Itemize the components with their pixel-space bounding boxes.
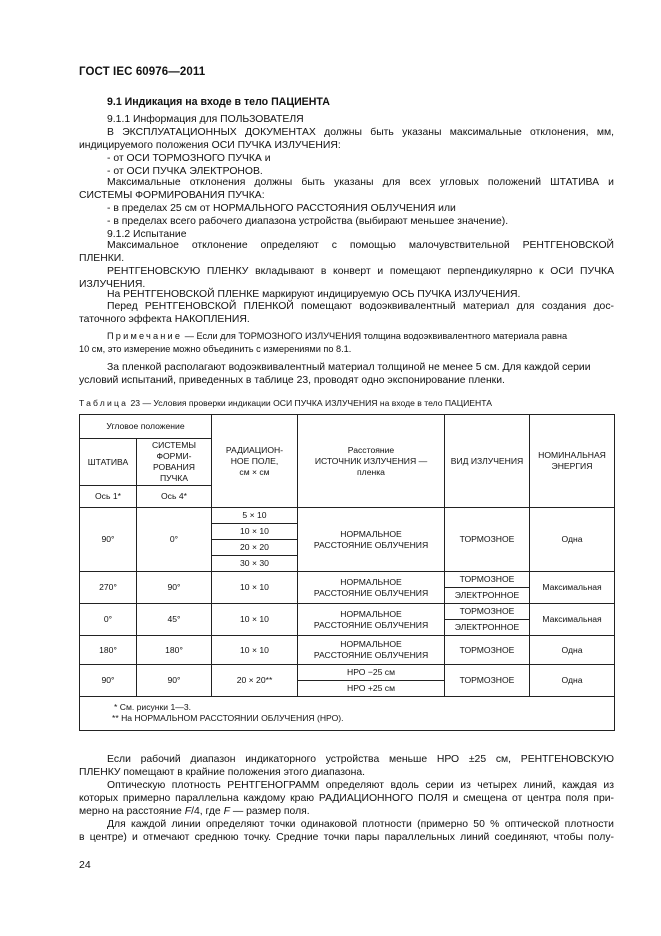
cell-field: 20 × 20: [212, 540, 298, 556]
list-item: - в пределах 25 см от НОРМАЛЬНОГО РАССТОЯНИЯ ОБЛУЧЕНИЯ или: [107, 203, 456, 214]
subsection-9-1-1: 9.1.1 Информация для ПОЛЬЗОВАТЕЛЯ: [107, 114, 304, 125]
cell-radiation: ТОРМОЗНОЕ: [445, 572, 530, 588]
list-item: - от ОСИ ПУЧКА ЭЛЕКТРОНОВ.: [107, 166, 263, 177]
cell-radiation: ТОРМОЗНОЕ: [445, 636, 530, 665]
note-label: Примечание: [107, 331, 183, 341]
paragraph-line: в центре) и отмечают среднюю точку. Средние точки пары параллельных линий соединяют, чтобы полу-: [79, 832, 614, 843]
cell-distance: НОРМАЛЬНОЕ РАССТОЯНИЕ ОБЛУЧЕНИЯ: [298, 604, 445, 636]
paragraph-line: В ЭКСПЛУАТАЦИОННЫХ ДОКУМЕНТАХ должны быть указаны максимальные отклонения, мм,: [107, 127, 614, 138]
table-caption-text: 23 — Условия проверки индикации ОСИ ПУЧКА ИЗЛУЧЕНИЯ на входе в тело ПАЦИЕНТА: [130, 398, 492, 408]
cell-energy: Одна: [530, 636, 615, 665]
cell-field: 30 × 30: [212, 556, 298, 572]
header-radiation-type: ВИД ИЗЛУЧЕНИЯ: [445, 415, 530, 508]
cell-energy: Максимальная: [530, 604, 615, 636]
cell-field: 5 × 10: [212, 508, 298, 524]
page-number: 24: [79, 859, 91, 871]
paragraph-line: Если рабочий диапазон индикаторного устройства меньше НРО ±25 см, РЕНТГЕНОВСКУЮ: [107, 754, 614, 765]
table-row: [80, 665, 615, 681]
paragraph-line: ПЛЕНКУ помещают в крайние положения этого диапазона.: [79, 767, 366, 778]
cell-field: 10 × 10: [212, 636, 298, 665]
header-gantry: ШТАТИВА: [80, 439, 137, 486]
paragraph-line: Перед РЕНТГЕНОВСКОЙ ПЛЕНКОЙ помещают водоэквивалентный материал для создания дос-: [107, 301, 614, 312]
header-beam-system: СИСТЕМЫ ФОРМИ- РОВАНИЯ ПУЧКА: [137, 439, 212, 486]
cell-radiation: ЭЛЕКТРОННОЕ: [445, 620, 530, 636]
note-text: — Если для ТОРМОЗНОГО ИЗЛУЧЕНИЯ толщина водоэквивалентного материала равна: [184, 331, 568, 341]
cell-distance: НРО −25 см: [298, 665, 445, 681]
header-axis-4: Ось 4*: [137, 486, 212, 508]
cell-energy: Максимальная: [530, 572, 615, 604]
table-footnotes: [80, 697, 615, 731]
cell-gantry: 180°: [80, 636, 137, 665]
paragraph-line: мерно на расстояние F/4, где F — размер поля.: [79, 806, 310, 817]
paragraph-line: На РЕНТГЕНОВСКОЙ ПЛЕНКЕ маркируют индицируемую ОСЬ ПУЧКА ИЗЛУЧЕНИЯ.: [107, 289, 521, 300]
table-row: [80, 604, 615, 620]
paragraph-line: Максимальное отклонение определяют с помощью малочувствительной РЕНТГЕНОВСКОЙ: [107, 240, 614, 251]
cell-beam: 90°: [137, 572, 212, 604]
paragraph-line: Для каждой линии определяют точки одинаковой плотности (примерно 50 % оптической плотности: [107, 819, 614, 830]
subsection-9-1-2: 9.1.2 Испытание: [107, 229, 187, 240]
cell-energy: Одна: [530, 665, 615, 697]
table-row: [80, 508, 615, 524]
table-caption-label: Таблица: [79, 398, 129, 408]
header-distance: Расстояние ИСТОЧНИК ИЗЛУЧЕНИЯ — пленка: [298, 415, 445, 508]
section-title: 9.1 Индикация на входе в тело ПАЦИЕНТА: [107, 96, 330, 108]
cell-distance: НРО +25 см: [298, 681, 445, 697]
cell-beam: 180°: [137, 636, 212, 665]
cell-gantry: 90°: [80, 665, 137, 697]
table-header-row: [80, 415, 615, 439]
paragraph-line: Оптическую плотность РЕНТГЕНОГРАММ определяют вдоль серии из четырех линий, каждая из: [107, 780, 614, 791]
paragraph-line: индицируемого положения ОСИ ПУЧКА ИЗЛУЧЕНИЯ:: [79, 140, 341, 151]
table-caption: [79, 398, 492, 408]
list-item: - в пределах всего рабочего диапазона устройства (выбирают меньшее значение).: [107, 216, 509, 227]
paragraph-line: РЕНТГЕНОВСКУЮ ПЛЕНКУ вкладывают в конверт и помещают перпендикулярно к ОСИ ПУЧКА: [107, 266, 614, 277]
table-row: [80, 572, 615, 588]
cell-field: 10 × 10: [212, 524, 298, 540]
cell-gantry: 270°: [80, 572, 137, 604]
table-footnotes-row: [80, 697, 615, 731]
conditions-table: [79, 414, 615, 731]
list-item: - от ОСИ ТОРМОЗНОГО ПУЧКА и: [107, 153, 271, 164]
table-row: [80, 636, 615, 665]
cell-distance: НОРМАЛЬНОЕ РАССТОЯНИЕ ОБЛУЧЕНИЯ: [298, 508, 445, 572]
cell-radiation: ТОРМОЗНОЕ: [445, 508, 530, 572]
cell-energy: Одна: [530, 508, 615, 572]
paragraph-line: СИСТЕМЫ ФОРМИРОВАНИЯ ПУЧКА:: [79, 190, 265, 201]
footnote: * См. рисунки 1—3.: [114, 702, 192, 712]
paragraph-line: ИЗЛУЧЕНИЯ.: [79, 279, 146, 290]
document-header: ГОСТ IEC 60976—2011: [79, 66, 206, 78]
header-angular-position: Угловое положение: [80, 415, 212, 439]
paragraph-line: ПЛЕНКИ.: [79, 253, 125, 264]
paragraph-line: Максимальные отклонения должны быть указаны для всех угловых положений ШТАТИВА и: [107, 177, 614, 188]
paragraph-line: таточного эффекта НАКОПЛЕНИЯ.: [79, 314, 250, 325]
cell-radiation: ЭЛЕКТРОННОЕ: [445, 588, 530, 604]
header-radiation-field: РАДИАЦИОН- НОЕ ПОЛЕ, см × см: [212, 415, 298, 508]
note-line: [107, 330, 614, 343]
cell-beam: 45°: [137, 604, 212, 636]
cell-field: 20 × 20**: [212, 665, 298, 697]
header-nominal-energy: НОМИНАЛЬНАЯ ЭНЕРГИЯ: [530, 415, 615, 508]
cell-gantry: 90°: [80, 508, 137, 572]
cell-radiation: ТОРМОЗНОЕ: [445, 604, 530, 620]
note-line: 10 см, это измерение можно объединить с измерениями по 8.1.: [79, 344, 352, 354]
cell-radiation: ТОРМОЗНОЕ: [445, 665, 530, 697]
cell-gantry: 0°: [80, 604, 137, 636]
cell-distance: НОРМАЛЬНОЕ РАССТОЯНИЕ ОБЛУЧЕНИЯ: [298, 636, 445, 665]
cell-distance: НОРМАЛЬНОЕ РАССТОЯНИЕ ОБЛУЧЕНИЯ: [298, 572, 445, 604]
footnote: ** На НОРМАЛЬНОМ РАССТОЯНИИ ОБЛУЧЕНИЯ (НРО).: [112, 713, 344, 723]
paragraph-line: условий испытаний, приведенных в таблице 23, проводят одно экспонирование пленки.: [79, 375, 505, 386]
paragraph-line: которых примерно параллельна каждому краю РАДИАЦИОННОГО ПОЛЯ и смещена от центра поля при-: [79, 793, 614, 804]
cell-beam: 90°: [137, 665, 212, 697]
header-axis-1: Ось 1*: [80, 486, 137, 508]
cell-field: 10 × 10: [212, 572, 298, 604]
cell-beam: 0°: [137, 508, 212, 572]
paragraph-line: За пленкой располагают водоэквивалентный материал толщиной не менее 5 см. Для каждой серии: [107, 362, 591, 373]
cell-field: 10 × 10: [212, 604, 298, 636]
